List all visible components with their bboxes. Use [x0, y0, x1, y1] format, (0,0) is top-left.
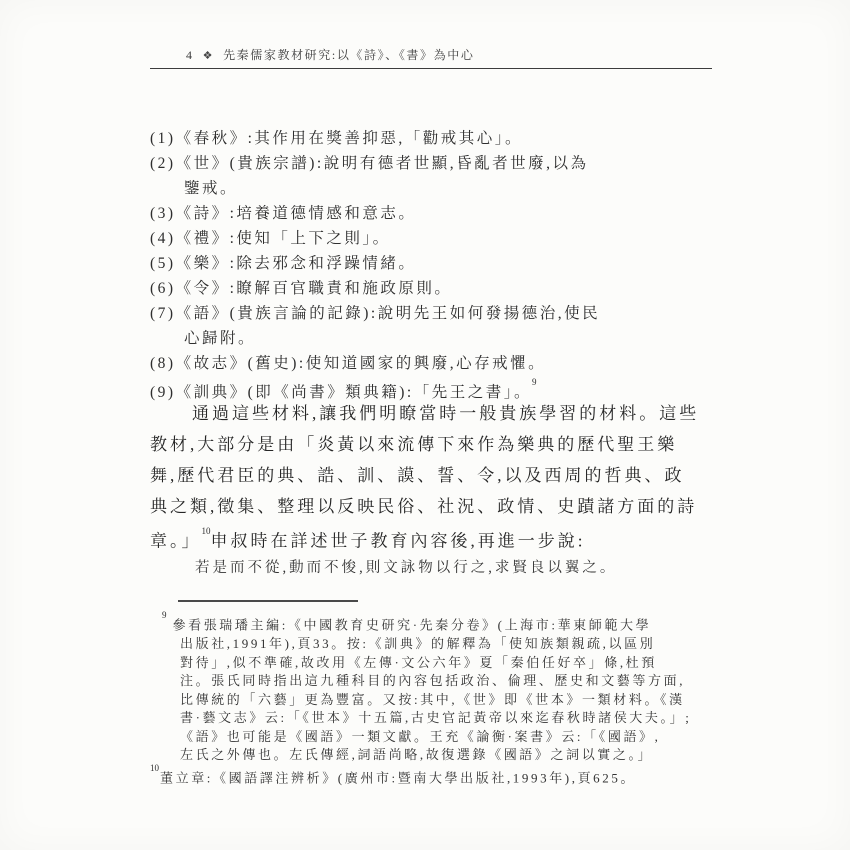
list-item-number: (9) — [150, 384, 176, 402]
body-paragraph — [150, 398, 712, 557]
footnote-line: 對待」,似不準確,故改用《左傳·文公六年》夏「秦伯任好卒」條,杜預 — [180, 654, 657, 670]
footnote-text: 董立章:《國語譯注辨析》(廣州市:暨南大學出版社,1993年),頁625。 — [160, 770, 637, 786]
list-item-number: (8) — [150, 355, 176, 372]
running-head-rule — [150, 68, 712, 69]
footnote-line: 比傳統的「六藝」更為豐富。又按:其中,《世》即《世本》一類材料。《漢 — [180, 691, 685, 707]
paragraph-text: 申叔時在詳述世子教育內容後,再進一步說: — [210, 531, 586, 551]
footnote-marker-9: 9 — [162, 610, 167, 620]
list-item-text: 《令》:瞭解百官職責和施政原則。 — [175, 280, 453, 297]
paragraph-text: 章。」 — [150, 531, 202, 551]
footnote-ref-9: 9 — [531, 377, 537, 387]
list-item-number: (6) — [150, 280, 176, 297]
footnote-ref-10: 10 — [201, 526, 211, 536]
list-item-number: (2) — [150, 155, 176, 172]
list-item — [150, 276, 712, 301]
list-item — [150, 126, 712, 151]
list-item-text: 《春秋》:其作用在獎善抑惡,「勸戒其心」。 — [175, 130, 524, 147]
paragraph-line: 典之類,徵集、整理以反映民俗、社況、政情、史蹟諸方面的詩 — [150, 497, 698, 516]
list-item — [150, 301, 712, 326]
diamond-marker-icon: ❖ — [202, 50, 215, 62]
list-item-text: 《訓典》(即《尚書》類典籍):「先王之書」。 — [175, 384, 532, 402]
footnote-line: 《語》也可能是《國語》一類文獻。王充《論衡·案書》云:「《國語》, — [180, 728, 661, 744]
list-item-text: 《語》(貴族言論的記錄):說明先王如何發揚德治,使民 — [175, 305, 601, 322]
list-item-number: (1) — [150, 130, 176, 147]
numbered-list — [150, 126, 712, 405]
footnote-separator-rule — [178, 600, 358, 602]
list-item — [150, 151, 712, 176]
list-item — [150, 351, 712, 376]
paragraph-line: 舞,歷代君臣的典、誥、訓、謨、誓、令,以及西周的哲典、政 — [150, 466, 685, 485]
footnote-text: 參看張瑞璠主編:《中國教育史研究·先秦分卷》(上海市:華東師範大學 — [172, 617, 652, 633]
paragraph-line: 教材,大部分是由「炎黃以來流傳下來作為樂典的歷代聖王樂 — [150, 435, 678, 454]
footnote-line — [150, 612, 757, 635]
list-item-number: (3) — [150, 205, 176, 222]
footnote-line: 出版社,1991年),頁33。按:《訓典》的解釋為「使知族類親疏,以區別 — [180, 635, 656, 651]
list-item — [150, 226, 712, 251]
paragraph-line — [150, 522, 712, 557]
list-item-continuation: 鑒戒。 — [184, 180, 239, 197]
list-item-text: 《故志》(舊史):使知道國家的興廢,心存戒懼。 — [175, 355, 547, 372]
list-item-text: 《禮》:使知「上下之則」。 — [175, 230, 391, 247]
footnote-marker-10: 10 — [150, 763, 159, 774]
list-item-number: (5) — [150, 255, 176, 272]
list-item-text: 《樂》:除去邪念和浮躁情緒。 — [175, 255, 417, 272]
footnotes — [150, 612, 757, 788]
list-item-number: (4) — [150, 230, 176, 247]
block-quote: 若是而不從,動而不悛,則文詠物以行之,求賢良以翼之。 — [195, 560, 618, 576]
list-item-number: (7) — [150, 305, 176, 322]
footnote-line: 書·藝文志》云:「《世本》十五篇,古史官記黃帝以來迄春秋時諸侯大夫。」; — [180, 710, 692, 726]
list-item — [150, 201, 712, 226]
footnote-line: 左氏之外傳也。左氏傳經,詞語尚略,故復選錄《國語》之詞以實之。」 — [180, 747, 654, 763]
running-head-title: 先秦儒家教材研究:以《詩》、《書》為中心 — [223, 48, 475, 62]
running-head-row — [150, 46, 712, 63]
paragraph-line: 通過這些材料,讓我們明瞭當時一般貴族學習的材料。這些 — [192, 404, 700, 423]
list-item-continuation: 心歸附。 — [184, 330, 257, 347]
page-number: 4 — [186, 48, 194, 62]
footnote-line: 注。張氏同時指出這九種科目的內容包括政治、倫理、歷史和文藝等方面, — [180, 673, 686, 689]
list-item — [150, 251, 712, 276]
list-item-text: 《世》(貴族宗譜):說明有德者世顯,昏亂者世廢,以為 — [175, 155, 589, 172]
footnote-line — [150, 765, 757, 788]
list-item-text: 《詩》:培養道德情感和意志。 — [175, 205, 417, 222]
running-head — [150, 46, 712, 69]
